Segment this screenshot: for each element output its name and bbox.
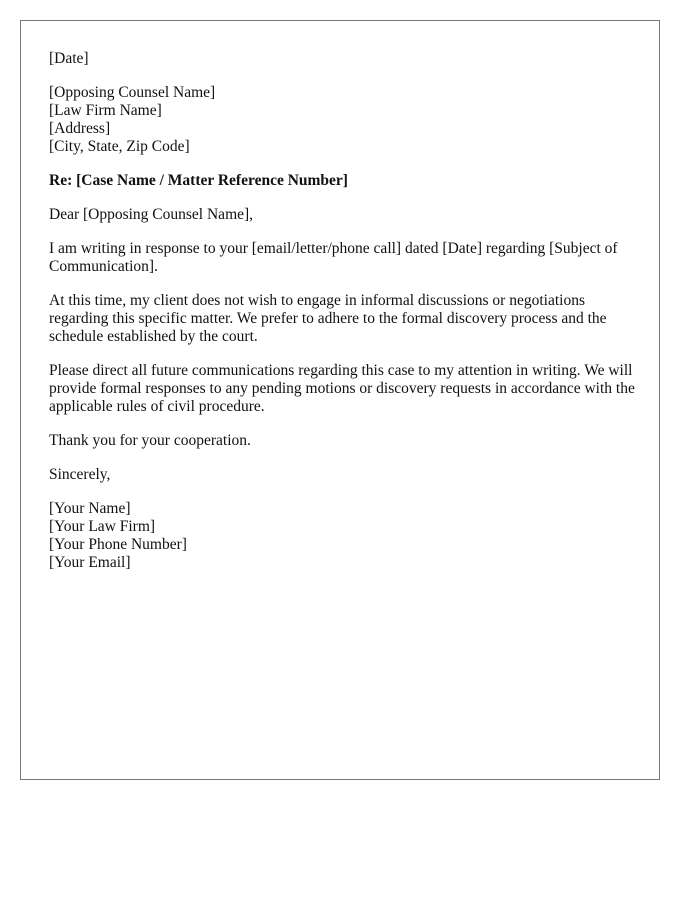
body-paragraph-position: At this time, my client does not wish to engage in informal discussions or negotiations regarding this specific matter. We prefer to adhere to the formal discovery process and the schedule established by the court. [49, 292, 607, 345]
signature-email: [Your Email] [49, 554, 131, 571]
letter-page [20, 20, 660, 780]
letter-body [49, 50, 639, 588]
signature-name: [Your Name] [49, 500, 131, 517]
closing: Sincerely, [49, 466, 111, 483]
recipient-firm: [Law Firm Name] [49, 102, 162, 119]
body-paragraph-response: I am writing in response to your [email/letter/phone call] dated [Date] regarding [Subject of Communication]. [49, 240, 618, 275]
salutation: Dear [Opposing Counsel Name], [49, 206, 254, 223]
recipient-address-block [49, 84, 639, 156]
recipient-city-state-zip: [City, State, Zip Code] [49, 138, 190, 155]
signature-phone: [Your Phone Number] [49, 536, 187, 553]
recipient-address: [Address] [49, 120, 111, 137]
signature-firm: [Your Law Firm] [49, 518, 156, 535]
subject-line: Re: [Case Name / Matter Reference Number] [49, 172, 348, 189]
body-paragraph-instructions: Please direct all future communications regarding this case to my attention in writing. We will provide formal responses to any pending motions or discovery requests in accordance with the applicable rules of civil procedure. [49, 362, 635, 415]
letter-date: [Date] [49, 50, 89, 67]
signature-block [49, 500, 639, 572]
date-block [49, 50, 639, 68]
body-paragraph-thanks: Thank you for your cooperation. [49, 432, 251, 449]
recipient-name: [Opposing Counsel Name] [49, 84, 216, 101]
